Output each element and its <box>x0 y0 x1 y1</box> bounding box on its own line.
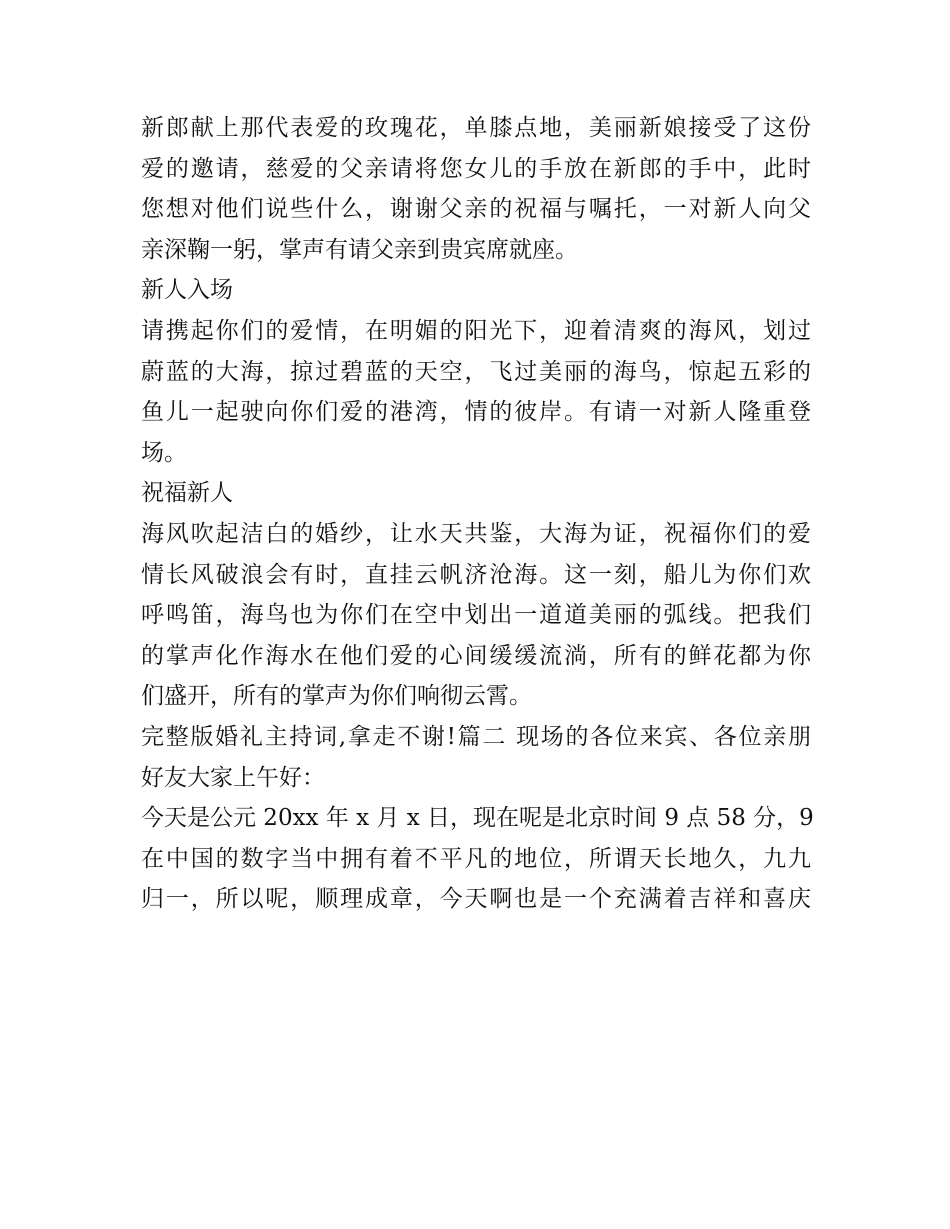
paragraph-line: 归一，所以呢，顺理成章，今天啊也是一个充满着吉祥和喜庆 <box>141 886 811 913</box>
paragraph-line: 海风吹起洁白的婚纱，让水天共鉴，大海为证，祝福你们的爱 <box>141 520 811 547</box>
paragraph-line: 完整版婚礼主持词,拿走不谢!篇二 现场的各位来宾、各位亲朋 <box>141 723 811 750</box>
paragraph-line: 的掌声化作海水在他们爱的心间缓缓流淌，所有的鲜花都为你 <box>141 642 811 669</box>
paragraph-line: 您想对他们说些什么，谢谢父亲的祝福与嘱托，一对新人向父 <box>141 196 811 223</box>
paragraph-line: 亲深鞠一躬，掌声有请父亲到贵宾席就座。 <box>141 236 578 263</box>
paragraph-line: 在中国的数字当中拥有着不平凡的地位，所谓天长地久，九九 <box>141 845 811 872</box>
paragraph-line: 鱼儿一起驶向你们爱的港湾，情的彼岸。有请一对新人隆重登 <box>141 399 811 426</box>
paragraph-line: 们盛开，所有的掌声为你们响彻云霄。 <box>141 683 532 710</box>
paragraph-line: 呼鸣笛，海鸟也为你们在空中划出一道道美丽的弧线。把我们 <box>141 602 811 629</box>
document-body <box>141 108 814 920</box>
paragraph-line: 请携起你们的爱情，在明媚的阳光下，迎着清爽的海风，划过 <box>141 317 811 344</box>
paragraph-line: 新郎献上那代表爱的玫瑰花，单膝点地，美丽新娘接受了这份 <box>141 115 811 141</box>
section-heading: 祝福新人 <box>141 480 233 507</box>
paragraph-line: 爱的邀请，慈爱的父亲请将您女儿的手放在新郎的手中，此时 <box>141 155 811 182</box>
paragraph-line: 好友大家上午好： <box>141 764 325 791</box>
paragraph-line: 蔚蓝的大海，掠过碧蓝的天空，飞过美丽的海鸟，惊起五彩的 <box>141 358 811 385</box>
paragraph-line: 场。 <box>141 439 187 466</box>
paragraph-line: 今天是公元 20xx 年 x 月 x 日，现在呢是北京时间 9 点 58 分，9 <box>141 805 814 832</box>
paragraph-line: 情长风破浪会有时，直挂云帆济沧海。这一刻，船儿为你们欢 <box>141 561 811 588</box>
section-heading: 新人入场 <box>141 277 233 304</box>
